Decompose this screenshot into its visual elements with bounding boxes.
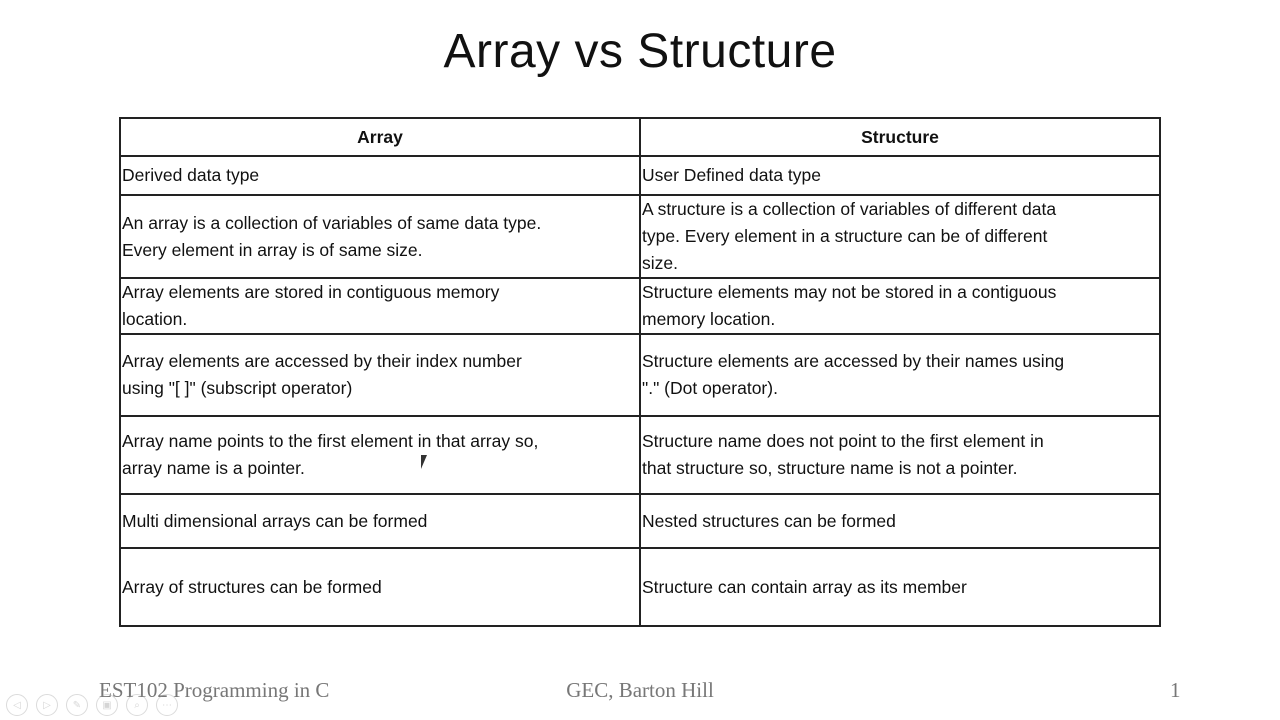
table-row [120, 548, 1160, 626]
table-row [120, 278, 1160, 334]
more-icon[interactable]: ⋯ [156, 694, 178, 716]
comparison-table [119, 117, 1161, 627]
header-structure: Structure [640, 118, 1160, 156]
structure-cell: Structure name does not point to the first element in that structure so, structure name is not a pointer. [640, 416, 1160, 494]
structure-cell: Structure elements may not be stored in a contiguous memory location. [640, 278, 1160, 334]
footer-course: EST102 Programming in C [99, 678, 330, 702]
slide-number: 1 [1170, 678, 1181, 702]
array-cell: Array name points to the first element in that array so, array name is a pointer. [120, 416, 640, 494]
slides-icon[interactable]: ▣ [96, 694, 118, 716]
next-icon[interactable]: ▷ [36, 694, 58, 716]
header-array: Array [120, 118, 640, 156]
array-cell: Array elements are stored in contiguous memory location. [120, 278, 640, 334]
table-row [120, 334, 1160, 416]
table-row [120, 416, 1160, 494]
previous-icon[interactable]: ◁ [6, 694, 28, 716]
pen-icon[interactable]: ✎ [66, 694, 88, 716]
mouse-cursor-icon [421, 455, 427, 469]
table-row [120, 156, 1160, 195]
structure-cell: A structure is a collection of variables of different data type. Every element in a structure can be of different size. [640, 195, 1160, 278]
structure-cell: Nested structures can be formed [640, 494, 1160, 548]
slideshow-controls [6, 694, 178, 716]
table-row [120, 494, 1160, 548]
array-cell: Array of structures can be formed [120, 548, 640, 626]
array-cell: Multi dimensional arrays can be formed [120, 494, 640, 548]
array-cell: Derived data type [120, 156, 640, 195]
structure-cell: Structure can contain array as its member [640, 548, 1160, 626]
structure-cell: Structure elements are accessed by their names using "." (Dot operator). [640, 334, 1160, 416]
zoom-icon[interactable]: ⌕ [126, 694, 148, 716]
table-row [120, 195, 1160, 278]
array-cell: An array is a collection of variables of same data type. Every element in array is of same size. [120, 195, 640, 278]
structure-cell: User Defined data type [640, 156, 1160, 195]
table-header-row [120, 118, 1160, 156]
slide-title: Array vs Structure [443, 25, 837, 78]
footer-institution: GEC, Barton Hill [566, 678, 714, 702]
array-cell: Array elements are accessed by their index number using "[ ]" (subscript operator) [120, 334, 640, 416]
